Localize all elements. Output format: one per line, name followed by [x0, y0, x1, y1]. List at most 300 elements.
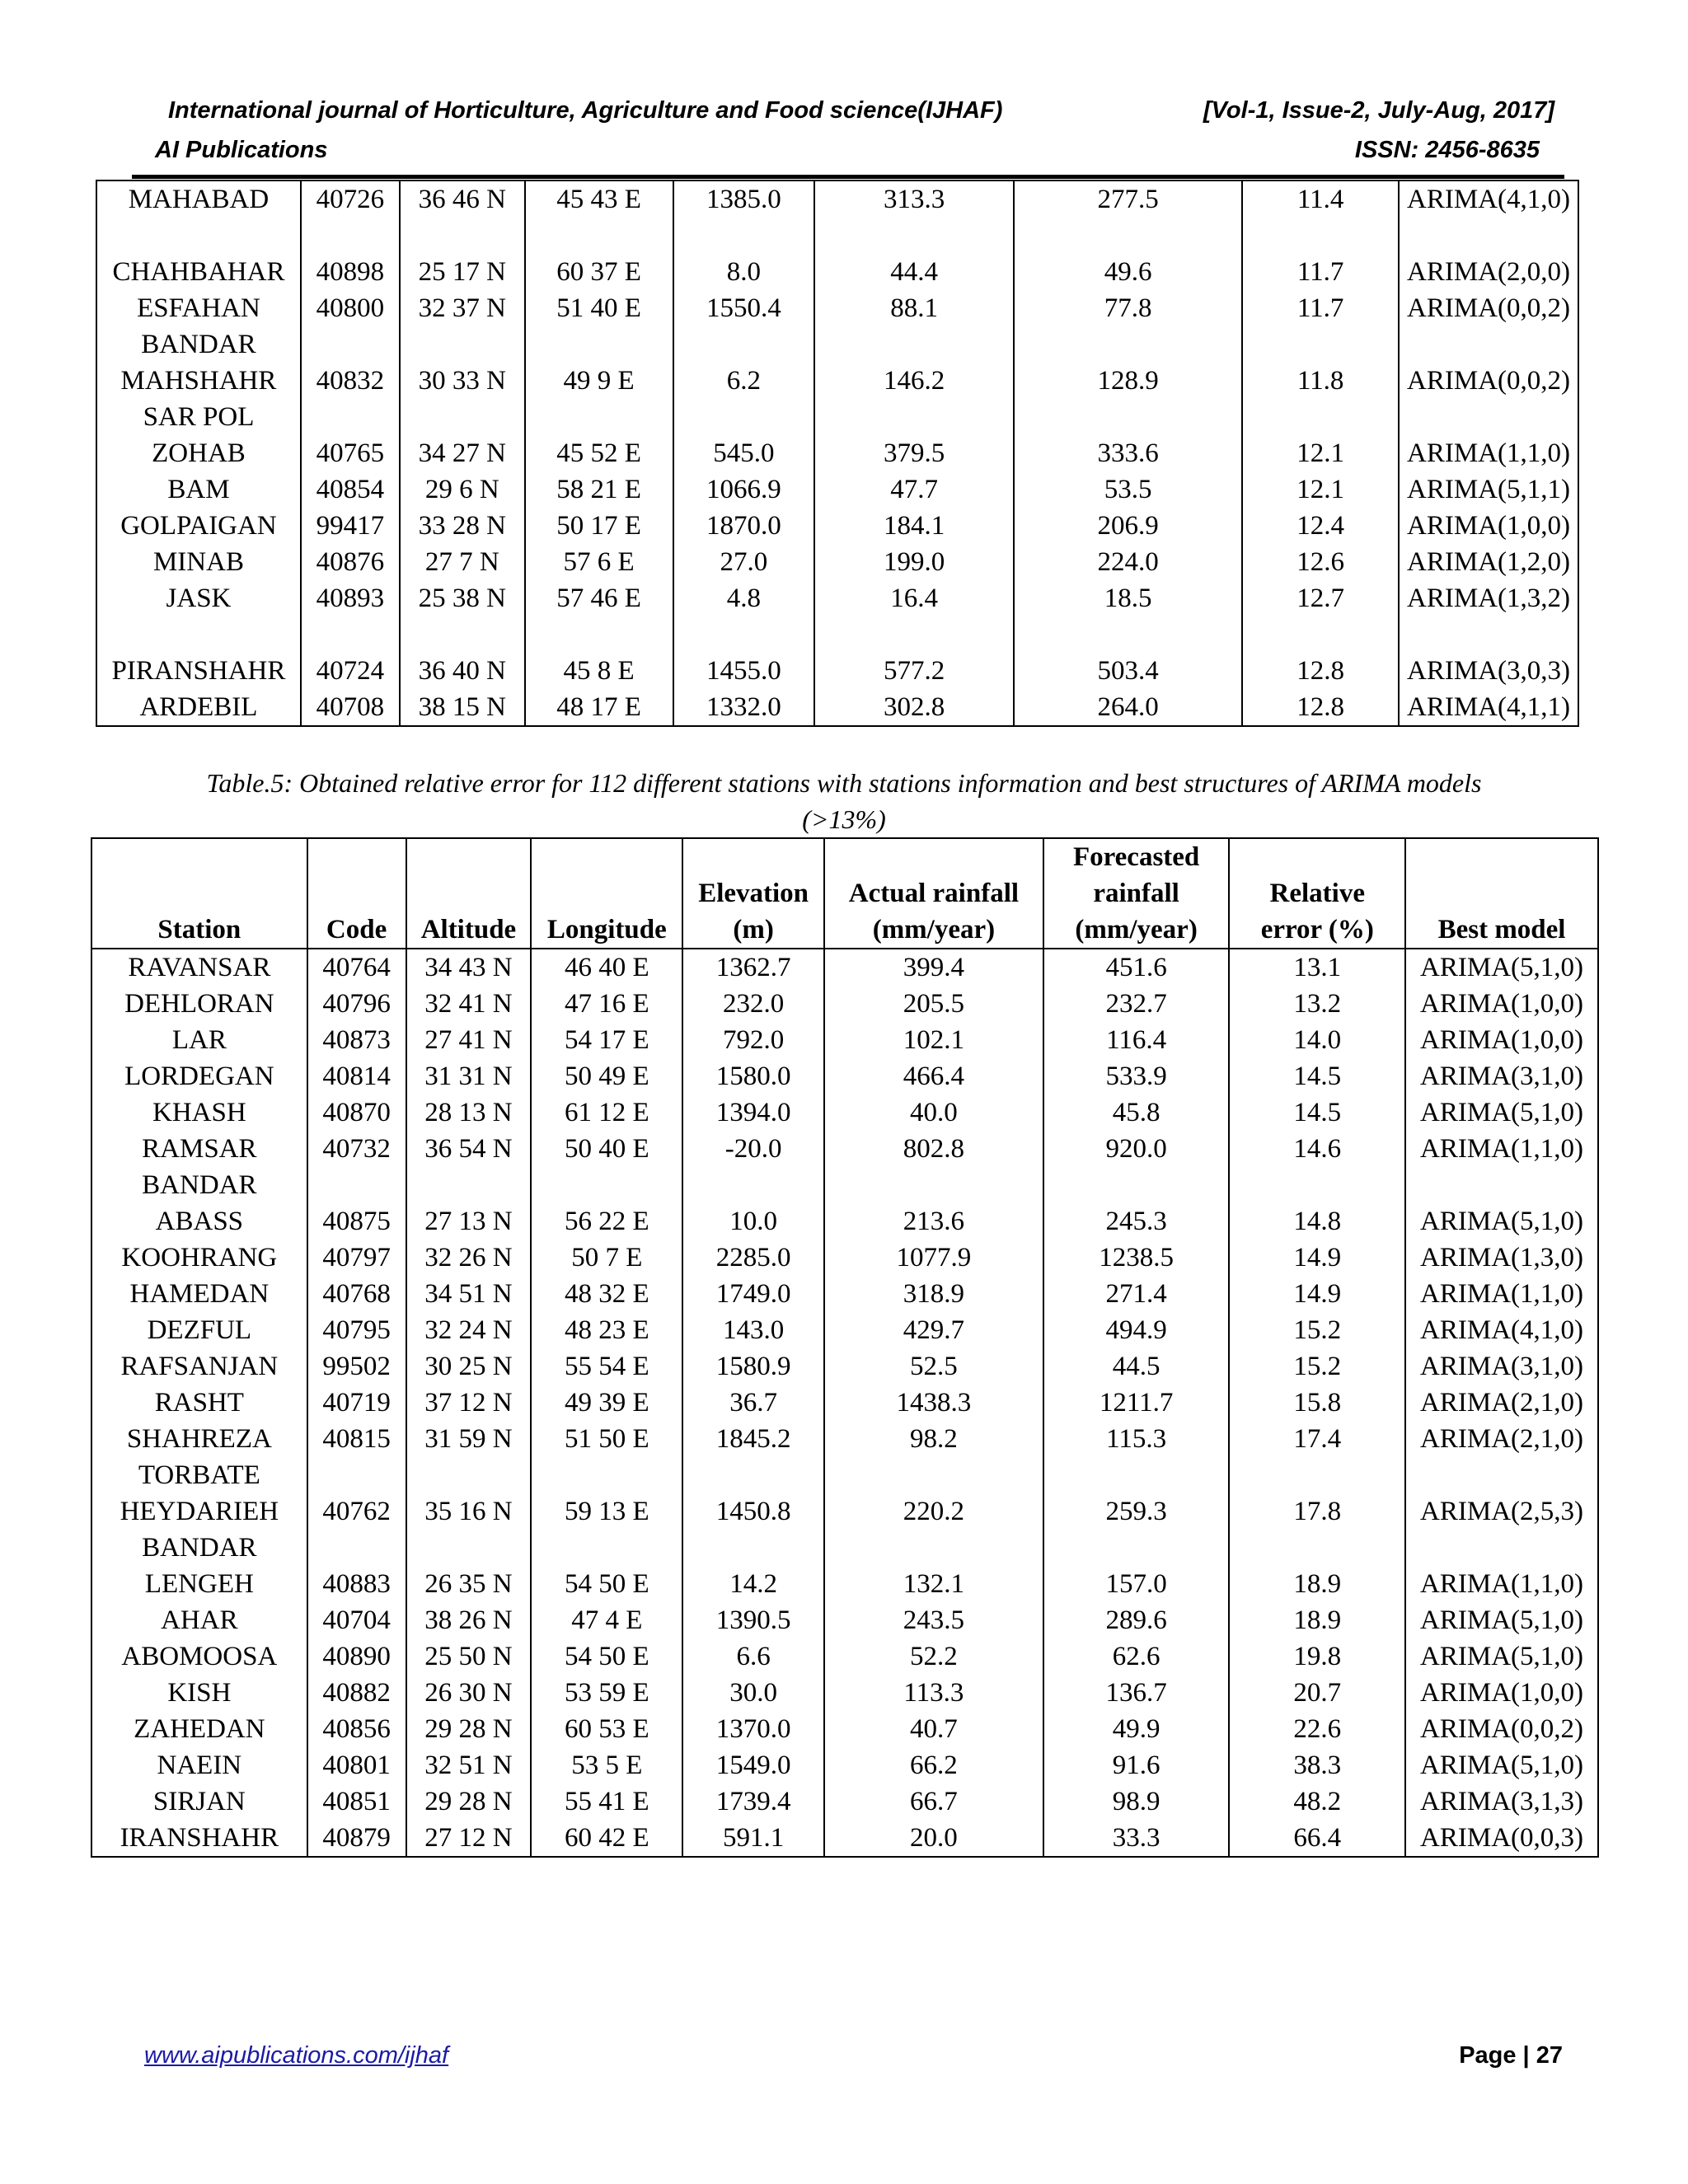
cell-longitude — [531, 1348, 682, 1385]
value: ARIMA(5,1,0) — [1420, 1207, 1584, 1236]
cell-error — [1242, 471, 1399, 508]
cell-actual — [824, 1820, 1043, 1857]
station-name-line: KISH — [167, 1678, 232, 1708]
cell-error — [1229, 1058, 1405, 1094]
value: 33 28 N — [418, 511, 506, 541]
column-header-actual — [824, 838, 1043, 949]
value: 88.1 — [890, 293, 938, 323]
value: 40873 — [322, 1025, 391, 1055]
cell-error — [1229, 1385, 1405, 1421]
cell-error — [1242, 689, 1399, 726]
value: 54 17 E — [564, 1025, 649, 1055]
cell-elevation — [673, 254, 815, 290]
cell-code — [301, 326, 400, 399]
cell-altitude — [406, 1131, 532, 1167]
value: 55 54 E — [564, 1352, 649, 1381]
value: 40893 — [316, 583, 385, 613]
value: 1390.5 — [715, 1605, 791, 1635]
table-row — [96, 254, 1578, 290]
cell-altitude — [406, 1638, 532, 1675]
cell-model — [1399, 399, 1578, 471]
cell-station — [91, 1820, 307, 1857]
value: 50 7 E — [571, 1243, 643, 1272]
station-name-line: CHAHBAHAR — [112, 257, 285, 287]
value: 184.1 — [883, 511, 945, 541]
cell-longitude — [531, 1747, 682, 1783]
value: ARIMA(1,0,0) — [1420, 989, 1584, 1019]
value: 14.8 — [1293, 1207, 1342, 1236]
cell-actual — [824, 1747, 1043, 1783]
station-name-line: MAHABAD — [128, 185, 270, 214]
cell-code — [301, 689, 400, 726]
cell-model — [1399, 508, 1578, 544]
cell-elevation — [673, 653, 815, 689]
value: 14.5 — [1293, 1098, 1342, 1127]
value: 318.9 — [903, 1279, 965, 1309]
value: 22.6 — [1293, 1714, 1342, 1744]
station-name-line — [101, 616, 297, 653]
value: 34 27 N — [418, 438, 506, 468]
value: 12.8 — [1296, 692, 1345, 722]
cell-station — [91, 1022, 307, 1058]
table-row — [91, 1783, 1598, 1820]
value: 38 15 N — [418, 692, 506, 722]
cell-forecast — [1014, 689, 1242, 726]
value: 53 59 E — [564, 1678, 649, 1708]
value: 232.7 — [1105, 989, 1167, 1019]
value: 1211.7 — [1099, 1388, 1174, 1418]
table-row — [91, 1276, 1598, 1312]
value: 333.6 — [1097, 438, 1159, 468]
cell-forecast — [1043, 1131, 1230, 1167]
cell-actual — [824, 1131, 1043, 1167]
value: ARIMA(0,0,2) — [1420, 1714, 1584, 1744]
cell-longitude — [525, 689, 673, 726]
value: -20.0 — [724, 1134, 782, 1164]
cell-model — [1405, 1711, 1598, 1747]
station-name-line: LENGEH — [144, 1569, 254, 1599]
value: ARIMA(3,1,3) — [1420, 1787, 1584, 1816]
table-row — [96, 689, 1578, 726]
cell-altitude — [406, 1276, 532, 1312]
value: 38 26 N — [424, 1605, 513, 1635]
cell-elevation — [682, 1094, 824, 1131]
value: 66.2 — [910, 1750, 958, 1780]
cell-model — [1405, 1094, 1598, 1131]
value: 116.4 — [1106, 1025, 1167, 1055]
value: 40870 — [322, 1098, 391, 1127]
cell-longitude — [525, 180, 673, 254]
station-name-line: BANDAR — [141, 330, 256, 359]
header-line: Actual rainfall — [848, 879, 1020, 908]
cell-elevation — [682, 1530, 824, 1602]
value: 920.0 — [1105, 1134, 1167, 1164]
value: 11.7 — [1296, 293, 1344, 323]
cell-station — [96, 508, 301, 544]
value: 245.3 — [1105, 1207, 1167, 1236]
cell-station — [91, 949, 307, 986]
value: 1845.2 — [715, 1424, 791, 1454]
cell-actual — [824, 1094, 1043, 1131]
cell-error — [1242, 653, 1399, 689]
cell-longitude — [531, 1711, 682, 1747]
cell-station — [91, 1312, 307, 1348]
value: 10.0 — [729, 1207, 777, 1236]
value: 40719 — [322, 1388, 391, 1418]
table-row — [91, 1747, 1598, 1783]
cell-station — [96, 326, 301, 399]
value: 99417 — [316, 511, 385, 541]
cell-elevation — [682, 1711, 824, 1747]
cell-station — [96, 254, 301, 290]
value: ARIMA(1,0,0) — [1407, 511, 1570, 541]
cell-longitude — [531, 1167, 682, 1240]
value: 451.6 — [1105, 953, 1167, 982]
value: 12.1 — [1296, 475, 1345, 504]
cell-error — [1242, 580, 1399, 653]
value: 40764 — [322, 953, 391, 982]
station-name-line: DEHLORAN — [124, 989, 274, 1019]
value: 29 28 N — [424, 1787, 513, 1816]
value: 47.7 — [890, 475, 938, 504]
value: 2285.0 — [715, 1243, 791, 1272]
cell-actual — [824, 1457, 1043, 1530]
cell-error — [1229, 1675, 1405, 1711]
value: 26 30 N — [424, 1678, 513, 1708]
value: 16.4 — [890, 583, 938, 613]
cell-actual — [814, 689, 1014, 726]
cell-forecast — [1043, 1167, 1230, 1240]
cell-station — [91, 1348, 307, 1385]
value: 26 35 N — [424, 1569, 513, 1599]
cell-actual — [814, 508, 1014, 544]
value: 35 16 N — [424, 1497, 513, 1526]
cell-model — [1399, 580, 1578, 653]
value: 243.5 — [903, 1605, 965, 1635]
cell-elevation — [682, 1421, 824, 1457]
value: ARIMA(4,1,1) — [1407, 692, 1570, 722]
table-row — [91, 1022, 1598, 1058]
cell-actual — [814, 180, 1014, 254]
value: 289.6 — [1105, 1605, 1167, 1635]
journal-url-link[interactable]: www.aipublications.com/ijhaf — [144, 2042, 449, 2069]
station-name-line: RAVANSAR — [128, 953, 271, 982]
value: 11.4 — [1296, 185, 1344, 214]
value: ARIMA(1,1,0) — [1420, 1279, 1584, 1309]
value: 379.5 — [883, 438, 945, 468]
cell-forecast — [1043, 1820, 1230, 1857]
cell-forecast — [1043, 1312, 1230, 1348]
station-name-line: ESFAHAN — [137, 293, 260, 323]
cell-station — [91, 1058, 307, 1094]
cell-forecast — [1043, 949, 1230, 986]
value: ARIMA(1,2,0) — [1407, 547, 1570, 577]
value: 20.0 — [910, 1823, 958, 1853]
value: 115.3 — [1106, 1424, 1167, 1454]
table-row — [91, 1240, 1598, 1276]
station-name-line: PIRANSHAHR — [111, 656, 286, 686]
value: 55 41 E — [564, 1787, 649, 1816]
value: 40765 — [316, 438, 385, 468]
cell-altitude — [406, 1385, 532, 1421]
value: 48 17 E — [556, 692, 641, 722]
cell-actual — [814, 254, 1014, 290]
cell-forecast — [1043, 1602, 1230, 1638]
value: 31 59 N — [424, 1424, 513, 1454]
cell-elevation — [673, 580, 815, 653]
header-line: (mm/year) — [1075, 915, 1198, 944]
cell-model — [1405, 1131, 1598, 1167]
table-row — [91, 1820, 1598, 1857]
value: 27 41 N — [424, 1025, 513, 1055]
cell-elevation — [682, 1747, 824, 1783]
cell-model — [1405, 1820, 1598, 1857]
value: 60 53 E — [564, 1714, 649, 1744]
cell-forecast — [1043, 1747, 1230, 1783]
cell-longitude — [531, 1421, 682, 1457]
header-line: Relative — [1269, 879, 1365, 908]
cell-code — [307, 1167, 406, 1240]
station-name-line: ARDEBIL — [139, 692, 258, 722]
cell-altitude — [406, 949, 532, 986]
issn: ISSN: 2456-8635 — [1354, 137, 1540, 163]
value: 98.2 — [910, 1424, 958, 1454]
cell-model — [1399, 326, 1578, 399]
cell-model — [1405, 1675, 1598, 1711]
cell-code — [307, 1638, 406, 1675]
cell-model — [1405, 1747, 1598, 1783]
value: 32 41 N — [424, 989, 513, 1019]
table-row — [96, 544, 1578, 580]
value: 27 12 N — [424, 1823, 513, 1853]
value: 50 40 E — [564, 1134, 649, 1164]
cell-actual — [824, 1058, 1043, 1094]
cell-actual — [824, 1276, 1043, 1312]
cell-code — [307, 1675, 406, 1711]
value: 277.5 — [1097, 185, 1159, 214]
cell-altitude — [406, 1820, 532, 1857]
cell-model — [1405, 1457, 1598, 1530]
cell-longitude — [531, 1022, 682, 1058]
header-line: Station — [157, 915, 241, 944]
header-line: rainfall — [1093, 879, 1179, 908]
table-row — [91, 1167, 1598, 1240]
cell-code — [301, 180, 400, 254]
station-name-line: TORBATE — [138, 1460, 260, 1490]
cell-elevation — [682, 986, 824, 1022]
cell-forecast — [1043, 1058, 1230, 1094]
station-name-line: SHAHREZA — [126, 1424, 272, 1454]
column-header-forecast — [1043, 838, 1230, 949]
value: 14.9 — [1293, 1279, 1342, 1309]
value: 14.6 — [1293, 1134, 1342, 1164]
value: 40732 — [322, 1134, 391, 1164]
cell-station — [91, 1276, 307, 1312]
cell-station — [96, 180, 301, 254]
value: ARIMA(5,1,0) — [1420, 1642, 1584, 1671]
cell-elevation — [682, 1058, 824, 1094]
value: 6.6 — [736, 1642, 771, 1671]
station-name-line: IRANSHAHR — [120, 1823, 279, 1853]
cell-code — [307, 1783, 406, 1820]
header-line: error (%) — [1260, 915, 1374, 944]
cell-elevation — [673, 508, 815, 544]
value: ARIMA(3,1,0) — [1420, 1062, 1584, 1091]
column-header-longitude — [531, 838, 682, 949]
cell-forecast — [1043, 1276, 1230, 1312]
cell-longitude — [531, 1457, 682, 1530]
cell-altitude — [406, 1094, 532, 1131]
cell-forecast — [1043, 1675, 1230, 1711]
value: 40814 — [322, 1062, 391, 1091]
cell-error — [1242, 508, 1399, 544]
cell-elevation — [682, 1167, 824, 1240]
cell-longitude — [531, 1058, 682, 1094]
cell-elevation — [673, 471, 815, 508]
station-name-line: ZOHAB — [152, 438, 246, 468]
cell-model — [1405, 986, 1598, 1022]
value: 57 46 E — [556, 583, 641, 613]
cell-longitude — [531, 1820, 682, 1857]
cell-longitude — [525, 653, 673, 689]
value: 792.0 — [723, 1025, 785, 1055]
value: ARIMA(0,0,2) — [1407, 366, 1570, 396]
cell-forecast — [1014, 290, 1242, 326]
value: 1238.5 — [1099, 1243, 1174, 1272]
cell-model — [1399, 290, 1578, 326]
value: 29 6 N — [424, 475, 499, 504]
value: 47 16 E — [564, 989, 649, 1019]
cell-code — [307, 1058, 406, 1094]
caption-line-2: (>13%) — [802, 804, 886, 834]
value: 40762 — [322, 1497, 391, 1526]
cell-code — [301, 471, 400, 508]
cell-altitude — [406, 1058, 532, 1094]
cell-elevation — [682, 1820, 824, 1857]
value: ARIMA(0,0,3) — [1420, 1823, 1584, 1853]
cell-station — [91, 986, 307, 1022]
header-line: Best model — [1437, 915, 1566, 944]
station-name-line: JASK — [166, 583, 232, 613]
value: 40796 — [322, 989, 391, 1019]
cell-error — [1229, 1457, 1405, 1530]
value: 1438.3 — [896, 1388, 972, 1418]
cell-elevation — [682, 1675, 824, 1711]
value: 17.4 — [1293, 1424, 1342, 1454]
value: 6.2 — [726, 366, 762, 396]
value: 53.5 — [1104, 475, 1152, 504]
value: 38.3 — [1293, 1750, 1342, 1780]
value: 44.4 — [890, 257, 938, 287]
station-name-line — [101, 218, 297, 254]
page-number: Page | 27 — [1459, 2042, 1563, 2069]
table-row — [91, 1312, 1598, 1348]
value: 49.6 — [1104, 257, 1152, 287]
cell-actual — [824, 1022, 1043, 1058]
value: 264.0 — [1097, 692, 1159, 722]
cell-code — [301, 290, 400, 326]
table-row — [91, 949, 1598, 986]
value: 40795 — [322, 1315, 391, 1345]
cell-error — [1229, 1094, 1405, 1131]
cell-code — [307, 1276, 406, 1312]
value: 545.0 — [713, 438, 775, 468]
cell-altitude — [406, 1711, 532, 1747]
value: ARIMA(5,1,1) — [1407, 475, 1570, 504]
station-name-line: ABASS — [155, 1207, 244, 1236]
value: 429.7 — [903, 1315, 965, 1345]
cell-altitude — [406, 1747, 532, 1783]
cell-station — [91, 1240, 307, 1276]
cell-code — [307, 1457, 406, 1530]
value: 143.0 — [723, 1315, 785, 1345]
table-row — [91, 1131, 1598, 1167]
cell-altitude — [400, 689, 525, 726]
cell-elevation — [682, 1312, 824, 1348]
cell-altitude — [400, 326, 525, 399]
column-header-station — [91, 838, 307, 949]
table-row — [96, 399, 1578, 471]
cell-error — [1229, 1711, 1405, 1747]
header-row — [91, 838, 1598, 949]
cell-station — [91, 1783, 307, 1820]
cell-actual — [824, 1602, 1043, 1638]
value: 128.9 — [1097, 366, 1159, 396]
value: 259.3 — [1105, 1497, 1167, 1526]
value: 199.0 — [883, 547, 945, 577]
table-row — [91, 1421, 1598, 1457]
cell-station — [96, 471, 301, 508]
cell-elevation — [682, 1276, 824, 1312]
cell-longitude — [531, 1783, 682, 1820]
cell-error — [1242, 290, 1399, 326]
cell-longitude — [531, 1638, 682, 1675]
cell-error — [1242, 399, 1399, 471]
value: 40851 — [322, 1787, 391, 1816]
column-header-altitude — [406, 838, 532, 949]
value: 47 4 E — [571, 1605, 643, 1635]
cell-elevation — [673, 290, 815, 326]
cell-elevation — [673, 689, 815, 726]
value: 25 50 N — [424, 1642, 513, 1671]
column-header-elevation — [682, 838, 824, 949]
cell-model — [1405, 1240, 1598, 1276]
cell-longitude — [525, 508, 673, 544]
value: 61 12 E — [564, 1098, 649, 1127]
cell-forecast — [1043, 1638, 1230, 1675]
cell-forecast — [1043, 1783, 1230, 1820]
cell-actual — [824, 986, 1043, 1022]
cell-code — [307, 1747, 406, 1783]
station-name-line: MINAB — [152, 547, 244, 577]
cell-actual — [824, 1530, 1043, 1602]
cell-forecast — [1014, 399, 1242, 471]
cell-model — [1405, 1530, 1598, 1602]
value: 40882 — [322, 1678, 391, 1708]
value: 40832 — [316, 366, 385, 396]
value: 1066.9 — [706, 475, 781, 504]
table-row — [91, 1457, 1598, 1530]
value: 40708 — [316, 692, 385, 722]
value: 49 9 E — [563, 366, 635, 396]
cell-forecast — [1043, 1711, 1230, 1747]
value: 302.8 — [883, 692, 945, 722]
value: 40875 — [322, 1207, 391, 1236]
cell-code — [307, 986, 406, 1022]
value: 27 7 N — [424, 547, 499, 577]
station-name-line: BANDAR — [142, 1170, 257, 1200]
station-name-line: RAFSANJAN — [120, 1352, 279, 1381]
